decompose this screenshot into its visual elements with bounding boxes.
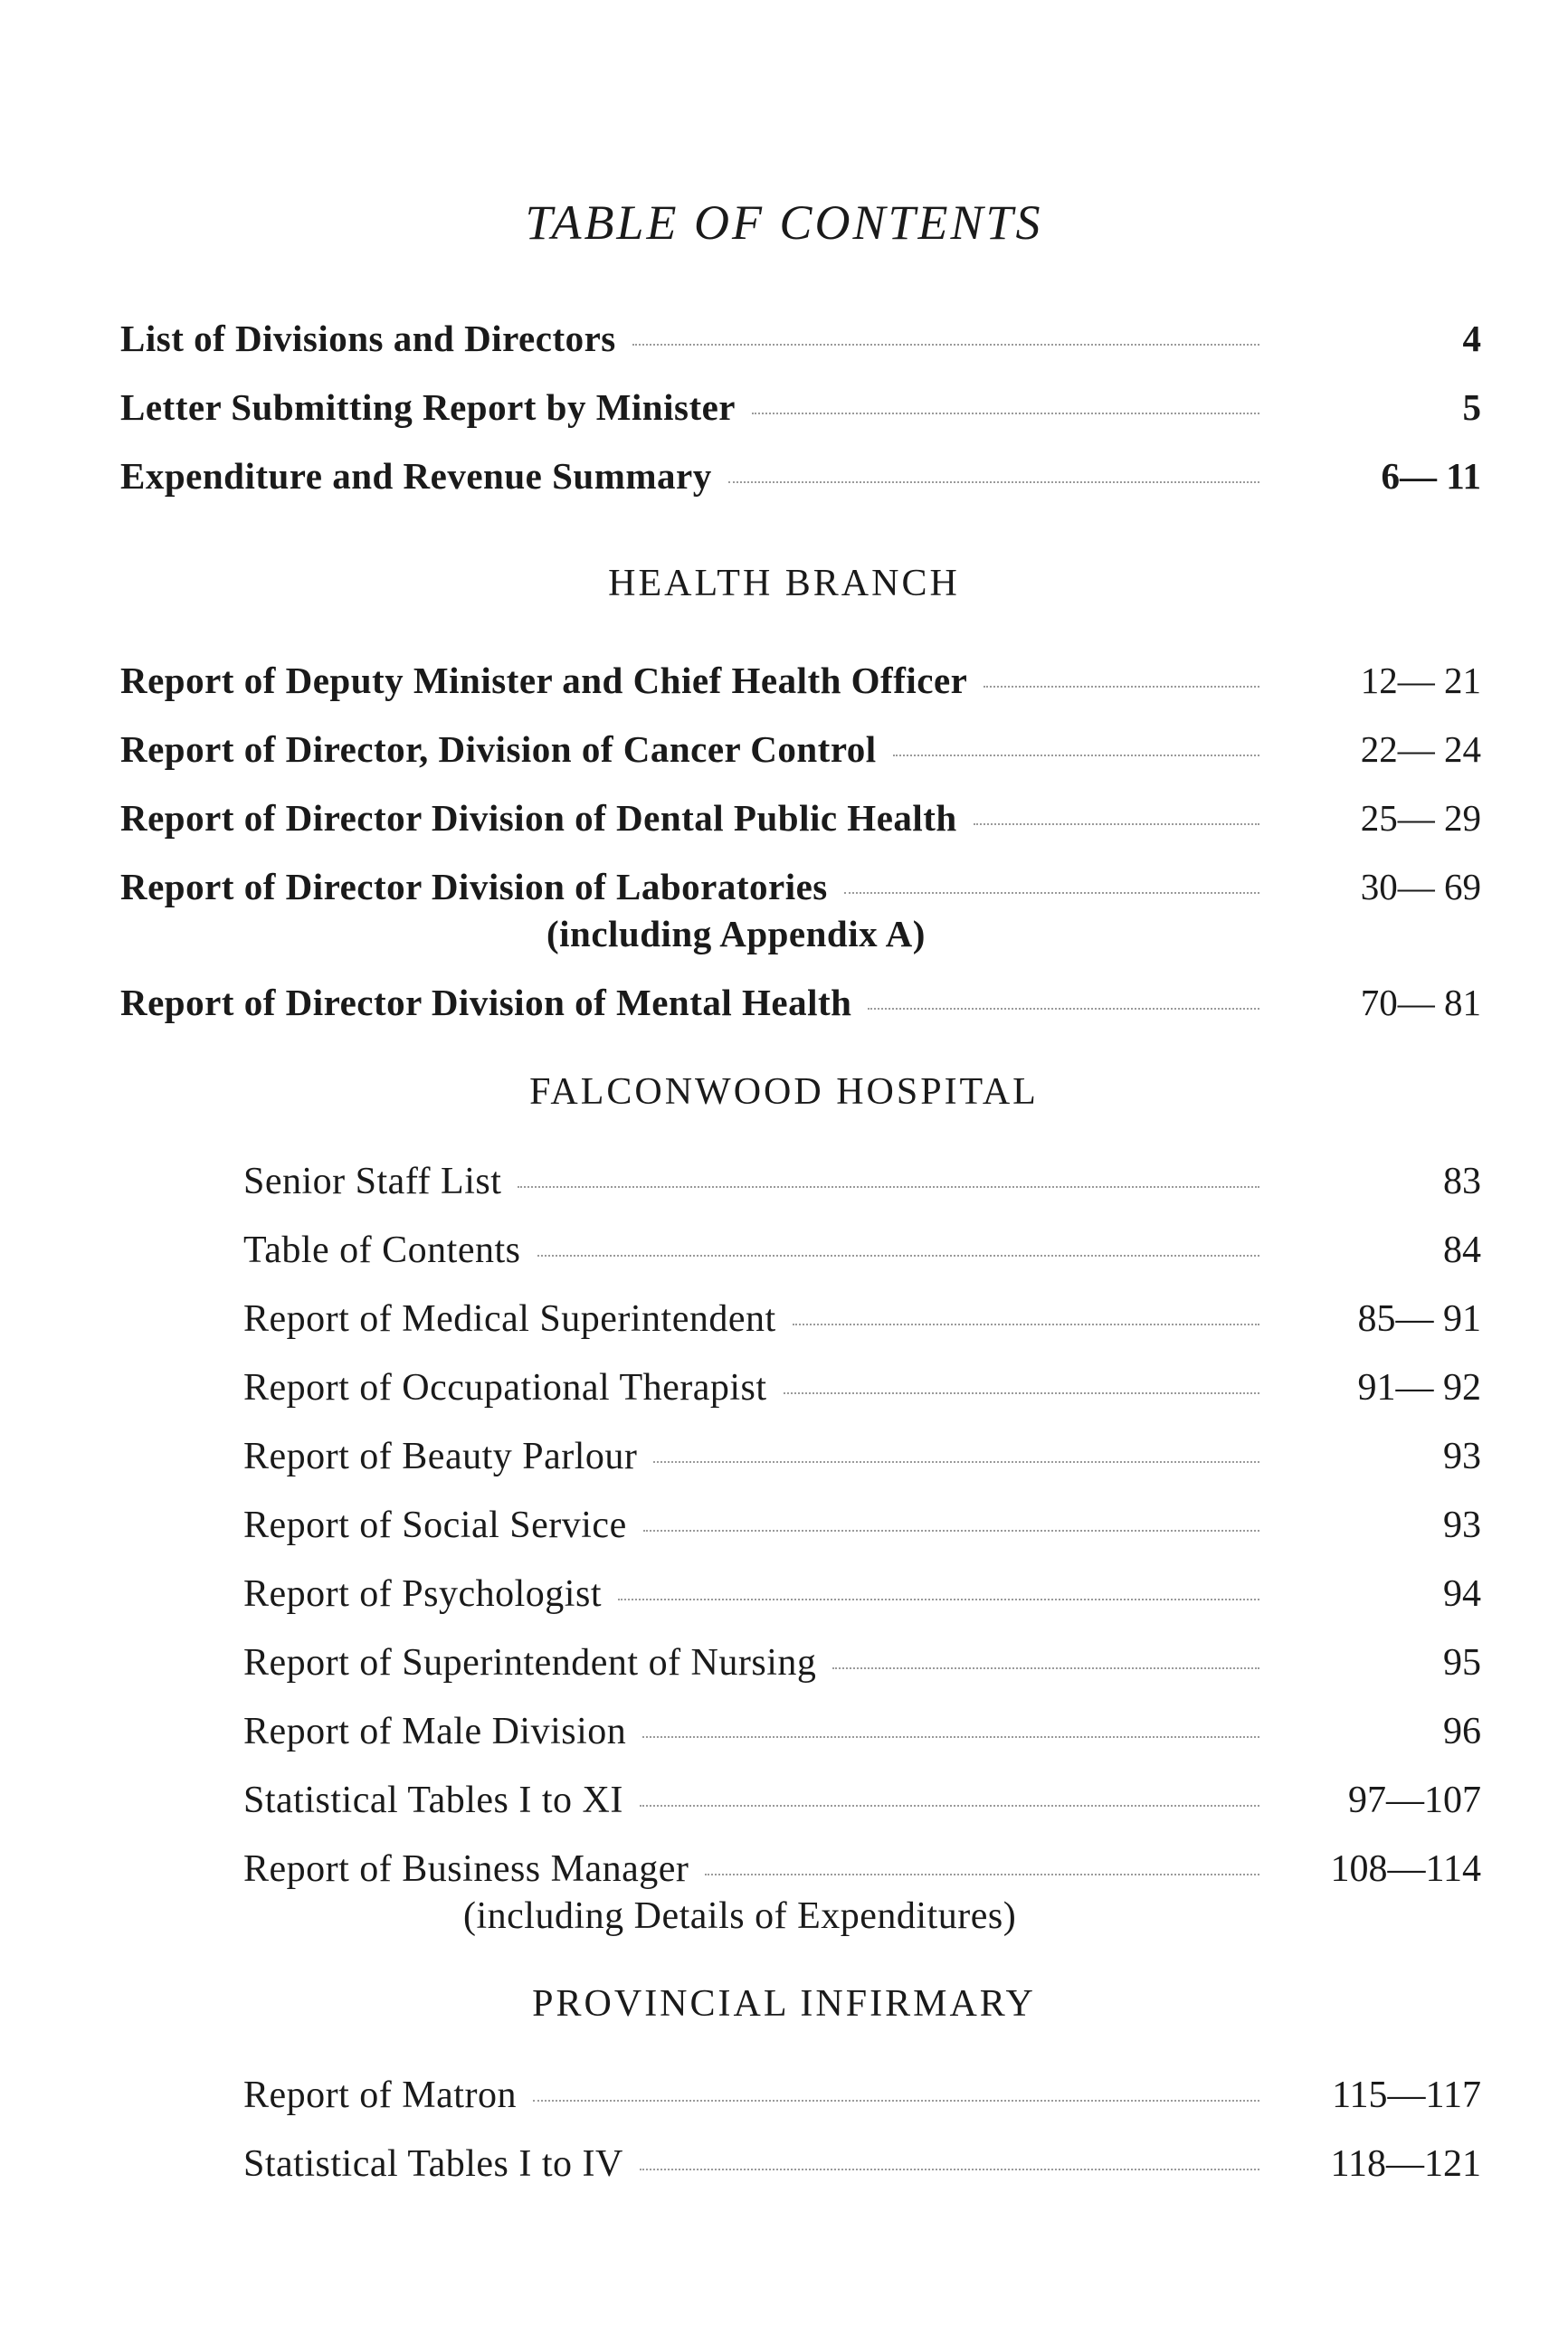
entry-label: Statistical Tables I to XI: [243, 1780, 623, 1821]
entry-pages: 93: [1443, 1436, 1481, 1477]
dot-leader: [642, 1736, 1259, 1738]
toc-entry: [243, 1775, 1481, 1826]
entry-pages: 70— 81: [1360, 982, 1481, 1023]
toc-entry: [120, 793, 1481, 843]
toc-entry: [243, 1225, 1481, 1276]
entry-label: Letter Submitting Report by Minister: [120, 386, 736, 428]
toc-entry: [120, 861, 1481, 912]
entry-pages: 4: [1462, 318, 1481, 359]
dot-leader: [518, 1186, 1259, 1188]
entry-pages: 30— 69: [1360, 866, 1481, 907]
toc-entry: [243, 1156, 1481, 1207]
entry-pages: 96: [1443, 1711, 1481, 1752]
entry-pages: 22— 24: [1360, 728, 1481, 770]
dot-leader: [868, 1008, 1259, 1010]
dot-leader: [974, 823, 1259, 825]
entry-pages: 84: [1443, 1229, 1481, 1271]
dot-leader: [893, 755, 1259, 756]
entry-label: Senior Staff List: [243, 1161, 502, 1202]
entry-label: Report of Deputy Minister and Chief Health Officer: [120, 660, 968, 701]
toc-entry: [243, 1362, 1481, 1413]
toc-entry: [243, 2070, 1481, 2121]
dot-leader: [728, 481, 1259, 483]
dot-leader: [632, 344, 1259, 346]
entry-pages: 93: [1443, 1505, 1481, 1546]
dot-leader: [752, 413, 1259, 414]
entry-note: (including Details of Expenditures): [463, 1895, 1017, 1937]
entry-label: Report of Director Division of Laboratories: [120, 866, 828, 907]
entry-label: Report of Superintendent of Nursing: [243, 1642, 817, 1684]
toc-entry: [243, 1569, 1481, 1619]
dot-leader: [643, 1530, 1259, 1532]
entry-label: Report of Male Division: [243, 1711, 627, 1752]
section-heading-health-branch: HEALTH BRANCH: [608, 563, 960, 604]
dot-leader: [844, 892, 1259, 894]
entry-pages: 91— 92: [1357, 1367, 1481, 1409]
dot-leader: [793, 1324, 1259, 1325]
dot-leader: [640, 2169, 1259, 2170]
entry-pages: 5: [1462, 386, 1481, 428]
entry-note: (including Appendix A): [546, 913, 926, 954]
toc-entry: [120, 977, 1481, 1028]
toc-entry: [243, 2139, 1481, 2189]
entry-pages: 94: [1443, 1573, 1481, 1615]
entry-label: Report of Matron: [243, 2074, 517, 2116]
entry-pages: 83: [1443, 1161, 1481, 1202]
entry-label: Expenditure and Revenue Summary: [120, 455, 712, 497]
entry-pages: 108—114: [1330, 1848, 1481, 1890]
dot-leader: [533, 2100, 1259, 2102]
entry-label: Report of Psychologist: [243, 1573, 602, 1615]
entry-label: Report of Business Manager: [243, 1848, 689, 1890]
entry-pages: 85— 91: [1357, 1298, 1481, 1340]
entry-label: Report of Director, Division of Cancer Control: [120, 728, 877, 770]
entry-label: List of Divisions and Directors: [120, 318, 616, 359]
toc-entry: [243, 1500, 1481, 1551]
entry-label: Report of Medical Superintendent: [243, 1298, 776, 1340]
entry-pages: 25— 29: [1360, 797, 1481, 839]
entry-label: Report of Social Service: [243, 1505, 627, 1546]
toc-entry: [120, 313, 1481, 364]
dot-leader: [640, 1805, 1259, 1807]
entry-pages: 97—107: [1348, 1780, 1481, 1821]
dot-leader: [537, 1255, 1260, 1257]
entry-pages: 118—121: [1330, 2143, 1481, 2185]
dot-leader: [984, 686, 1259, 688]
dot-leader: [832, 1667, 1259, 1669]
dot-leader: [618, 1599, 1259, 1600]
toc-entry: [243, 1638, 1481, 1688]
toc-entry: [120, 655, 1481, 706]
toc-entry: [243, 1431, 1481, 1482]
entry-pages: 115—117: [1332, 2074, 1481, 2116]
dot-leader: [784, 1392, 1259, 1394]
entry-label: Report of Director Division of Dental Public Health: [120, 797, 957, 839]
page-title: TABLE OF CONTENTS: [525, 195, 1043, 250]
entry-pages: 12— 21: [1360, 660, 1481, 701]
toc-entry: [120, 451, 1481, 501]
dot-leader: [653, 1461, 1259, 1463]
toc-entry: [243, 1706, 1481, 1757]
entry-label: Report of Director Division of Mental Health: [120, 982, 852, 1023]
dot-leader: [705, 1874, 1259, 1875]
entry-label: Table of Contents: [243, 1229, 521, 1271]
section-heading-falconwood-hospital: FALCONWOOD HOSPITAL: [529, 1071, 1039, 1113]
toc-entry: [120, 724, 1481, 774]
entry-pages: 95: [1443, 1642, 1481, 1684]
toc-entry: [243, 1844, 1481, 1894]
section-heading-provincial-infirmary: PROVINCIAL INFIRMARY: [532, 1983, 1036, 2025]
entry-label: Report of Beauty Parlour: [243, 1436, 638, 1477]
toc-entry: [120, 382, 1481, 432]
entry-label: Statistical Tables I to IV: [243, 2143, 623, 2185]
toc-entry: [243, 1294, 1481, 1344]
entry-pages: 6— 11: [1381, 455, 1481, 497]
entry-label: Report of Occupational Therapist: [243, 1367, 767, 1409]
